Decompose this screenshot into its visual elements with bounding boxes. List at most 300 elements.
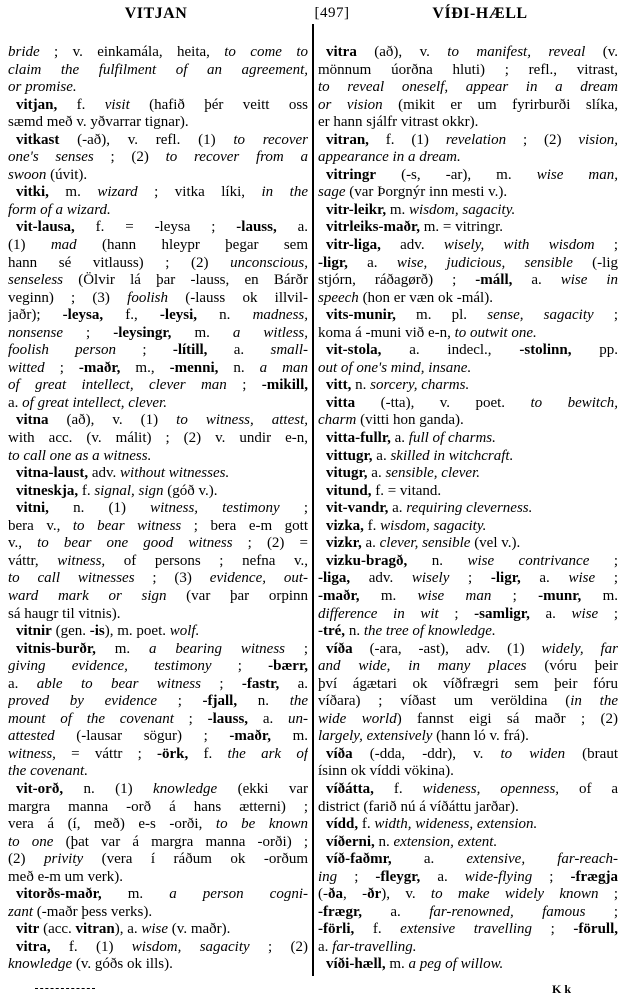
body-text: f. [358, 816, 375, 833]
body-text: víðara) ; víðast um veröldina ( [318, 693, 571, 710]
body-text: (vitti hon ganda). [356, 412, 464, 429]
body-text: ; [589, 552, 618, 569]
entry-line [318, 167, 618, 185]
entry-line [8, 606, 308, 624]
definition-text: in the [261, 184, 308, 201]
headword-text: vitr-leikr, [326, 201, 387, 218]
entry-line [318, 921, 618, 939]
body-text: (vera í ráðum ok -orðum [83, 851, 308, 868]
body-text: (að), v. [356, 44, 448, 60]
entry-line [8, 483, 308, 501]
entry-line [8, 816, 308, 834]
headword-text: vitjan, [16, 96, 58, 113]
entry-line [318, 44, 618, 62]
definition-text: without witnesses. [120, 465, 230, 482]
definition-text: ward mark or sign [8, 587, 167, 604]
entry-line [8, 728, 308, 746]
body-text: (-ara, -ast), adv. (1) [352, 640, 542, 657]
running-head-left: VITJAN [124, 5, 188, 22]
body-text: veginn) ; (3) [8, 289, 128, 306]
entry-line [318, 851, 618, 869]
definition-text: far-renowned, famous [429, 903, 586, 920]
body-text: m. [171, 324, 233, 341]
headword-text: vitugr, [326, 465, 368, 482]
entry-line [318, 62, 618, 80]
definition-text: to call one as a witness. [8, 447, 152, 464]
headword-text: -bærr, [268, 658, 308, 675]
dictionary-entry [318, 202, 618, 220]
definition-text: to recover from a [165, 149, 308, 166]
body-text: sæmd með v. yðvarrar tignar). [8, 114, 189, 131]
entry-line [8, 79, 308, 97]
headword-text: víð-faðmr, [326, 851, 392, 868]
headword-text: vitorðs-maðr, [16, 886, 102, 903]
headword-text: vitran, [326, 131, 369, 148]
dictionary-entry [318, 237, 618, 307]
definition-text: of great intellect, clever man [8, 377, 227, 394]
body-text: a. [318, 938, 333, 955]
entry-line [318, 623, 618, 641]
headword-text: vitringr [326, 166, 376, 183]
body-text: a. [372, 447, 391, 464]
definition-text: witness, [8, 745, 56, 762]
body-text: ; [594, 237, 618, 254]
definition-text: wise man, [536, 166, 618, 183]
definition-text: largely, extensively [318, 728, 433, 745]
definition-text: a peg of willow. [408, 956, 504, 973]
body-text: a. [388, 500, 407, 517]
body-text: mönnum úorðna hluti) ; refl., vitrast, [318, 61, 618, 78]
headword-text: vídd, [326, 816, 359, 833]
body-text: a. [391, 851, 467, 868]
body-text: n. [374, 833, 394, 850]
definition-text: width, wideness, extension. [374, 816, 538, 833]
definition-text: or promise. [8, 79, 77, 96]
dictionary-entry [318, 307, 618, 342]
body-text: ), a. [114, 921, 142, 938]
definition-text: to outwit one. [454, 324, 537, 341]
entry-line [318, 325, 618, 343]
entry-line [318, 676, 618, 694]
headword-text: vitrleiks-maðr, [326, 219, 421, 236]
dictionary-entry-continued [8, 44, 308, 97]
page-number: [497] [314, 5, 350, 21]
body-text: a. [347, 254, 397, 271]
headword-text: -leysingr, [113, 324, 172, 341]
body-text: ; [226, 377, 262, 394]
body-text: m., [120, 359, 170, 376]
entry-line [318, 290, 618, 308]
body-text: f. [363, 517, 381, 534]
dictionary-entry [8, 97, 308, 132]
entry-line [8, 939, 308, 957]
dictionary-entry [318, 535, 618, 553]
body-text: = váttr ; [55, 745, 158, 762]
headword-text: ðr [367, 886, 382, 903]
body-text: a. [390, 430, 409, 447]
body-text: (v. góðs ok ills). [72, 956, 173, 973]
headword-text: vitta-fullr, [326, 430, 391, 447]
dictionary-entry [8, 465, 308, 483]
definition-text: wise, judicious, sensible [396, 254, 573, 271]
body-text: a. [279, 675, 308, 692]
definition-text: difference in wit [318, 605, 439, 622]
dictionary-entry [8, 886, 308, 921]
headword-text: víða [326, 745, 353, 762]
body-text: ; [532, 868, 571, 885]
headword-text: ða [328, 886, 343, 903]
body-text: margra manna -orð á hans ætterni) ; [8, 798, 308, 815]
dictionary-entry [318, 834, 618, 852]
headword-text: -stolinn, [519, 342, 572, 359]
body-text: (1) [8, 237, 51, 254]
body-text: (-lig [572, 254, 618, 271]
headword-text: vizku-bragð, [326, 552, 408, 569]
entry-line [318, 202, 618, 220]
body-text: vera á (í, með) e-s -orði, [8, 816, 216, 833]
headword-text: -leysa, [62, 307, 104, 324]
definition-text: the ark of [227, 745, 308, 762]
headword-text: vizka, [326, 517, 364, 534]
definition-text: a bearing witness [148, 640, 285, 657]
headword-text: vitkast [16, 131, 60, 148]
body-text: ; [44, 359, 79, 376]
body-text: ; [595, 570, 618, 587]
body-text: m. [359, 587, 418, 604]
definition-text: the tree of knowledge. [363, 623, 496, 640]
dictionary-entry [318, 448, 618, 466]
headword-text: -liga, [318, 570, 351, 587]
body-text: ; bera e-m gott [181, 517, 308, 534]
definition-text: wise [568, 570, 596, 587]
body-text: adv. [350, 570, 412, 587]
body-text: (þat var á margra manna -orði) ; [53, 833, 308, 850]
entry-line [318, 360, 618, 378]
headword-text: vitran [75, 921, 115, 938]
definition-text: out of one's mind, insane. [318, 359, 472, 376]
entry-line [8, 623, 308, 641]
definition-text: or vision [318, 96, 383, 113]
definition-text: ing [318, 868, 338, 885]
dictionary-entry [8, 500, 308, 623]
definition-text: witted [8, 359, 45, 376]
entry-line [8, 781, 308, 799]
entry-line [318, 746, 618, 764]
body-text: ; [598, 886, 618, 903]
headword-text: -is [89, 623, 105, 640]
dictionary-entry [318, 395, 618, 430]
body-text: m. [385, 956, 409, 973]
body-text: ; [285, 640, 308, 657]
headword-text: -máll, [475, 272, 513, 289]
headword-text: vitr-liga, [326, 237, 381, 254]
body-text: a. [512, 272, 561, 289]
entry-line [8, 570, 308, 588]
dictionary-entry [318, 483, 618, 501]
column-divider [312, 24, 314, 976]
headword-text: vit-stola, [326, 342, 382, 359]
entry-line [8, 360, 308, 378]
body-text: f. (1) [50, 938, 132, 955]
entry-line [318, 483, 618, 501]
entry-line [8, 272, 308, 290]
definition-text: mad [50, 237, 77, 254]
body-text: m. [386, 201, 410, 218]
entry-line [8, 535, 308, 553]
definition-text: madness, [252, 307, 308, 324]
definition-text: un- [288, 710, 308, 727]
entry-line [318, 149, 618, 167]
body-text: með e-m um verk). [8, 868, 123, 885]
definition-text: to bewitch, [530, 394, 618, 411]
entry-line [8, 693, 308, 711]
definition-text: foolish person [8, 342, 117, 359]
body-text: (Ölvir lá þar -lauss, en Bárðr [63, 272, 308, 289]
definition-text: giving evidence, testimony [8, 658, 212, 675]
body-text: , - [343, 886, 368, 903]
definition-text: wise contrivance [467, 552, 590, 569]
body-text: ; [337, 868, 376, 885]
body-text: f. = vitand. [371, 482, 442, 499]
entry-line [8, 97, 308, 115]
definition-text: zant [8, 903, 34, 920]
right-column [318, 44, 618, 974]
body-text: (úvit). [46, 166, 88, 183]
body-text: jaðr); [8, 307, 63, 324]
body-text: with acc. (v. málit) ; (2) v. undir e-n, [8, 430, 308, 447]
entry-line [318, 641, 618, 659]
entry-line [8, 325, 308, 343]
definition-text: unconscious, [230, 254, 308, 271]
headword-text: -samligr, [474, 605, 530, 622]
body-text: (-að), v. refl. (1) [59, 131, 234, 148]
body-text: pp. [571, 342, 618, 359]
entry-line [318, 886, 618, 904]
entry-line [8, 219, 308, 237]
body-text: (góð v.). [163, 482, 218, 499]
body-text: ), m. poet. [104, 623, 170, 640]
entry-line [8, 202, 308, 220]
entry-line [318, 939, 618, 957]
definition-text: form of a wizard. [8, 201, 111, 218]
entry-line [318, 763, 618, 781]
body-text: a. [248, 710, 288, 727]
entry-line [8, 62, 308, 80]
headword-text: -lauss, [236, 219, 277, 236]
entry-line [318, 255, 618, 273]
body-text: (vel v.). [470, 535, 521, 552]
dictionary-entry [318, 167, 618, 202]
entry-line [8, 746, 308, 764]
body-text: ; [585, 903, 618, 920]
body-text: m. pl. [395, 307, 488, 324]
body-text: m. [270, 728, 308, 745]
dictionary-entry [318, 781, 618, 816]
definition-text: nonsense [8, 324, 63, 341]
definition-text: one's senses [8, 149, 94, 166]
entry-line [8, 377, 308, 395]
headword-text: vitnir [16, 623, 52, 640]
definition-text: to make widely known [430, 886, 599, 903]
body-text: m. [95, 640, 149, 657]
definition-text: to be known [215, 816, 308, 833]
entry-line [8, 676, 308, 694]
headword-text: -frægr, [318, 903, 363, 920]
entry-line [8, 465, 308, 483]
body-text: (hann hleypr þegar sem [76, 237, 308, 254]
body-text: (-lausar sögur) ; [54, 728, 230, 745]
body-text: (-lauss ok illvil- [168, 289, 308, 306]
body-text: f. (1) [368, 131, 446, 148]
body-text: a. [362, 903, 430, 920]
body-text: (-s, -ar), m. [376, 166, 537, 183]
entry-line [318, 114, 618, 132]
definition-text: to come to [224, 44, 308, 60]
footer-printer-marks [35, 988, 95, 991]
definition-text: speech [318, 289, 359, 306]
signature-mark: K k [552, 982, 572, 996]
headword-text: -fastr, [241, 675, 280, 692]
definition-text: wisdom, sagacity. [380, 517, 487, 534]
definition-text: wisdom, sagacity. [409, 201, 516, 218]
dictionary-entry [318, 518, 618, 536]
body-text: ; v. einkamála, heita, [39, 44, 225, 60]
body-text: a. [420, 868, 465, 885]
entry-line [8, 44, 308, 62]
body-text: n. (1) [63, 780, 154, 797]
definition-text: extensive travelling [400, 921, 533, 938]
entry-line [318, 237, 618, 255]
body-text: (acc. [39, 921, 76, 938]
definition-text: the [289, 693, 308, 710]
dictionary-entry [8, 921, 308, 939]
definition-text: and wide, in many places [318, 658, 527, 675]
definition-text: revelation [445, 131, 507, 148]
body-text: district (farið nú á víðáttu jarðar). [318, 798, 519, 815]
headword-text: vitna-laust, [16, 465, 89, 482]
definition-text: a man [259, 359, 308, 376]
body-text: a. [276, 219, 308, 236]
headword-text: vitta [326, 394, 356, 411]
body-text: a. [8, 394, 23, 411]
dictionary-entry [8, 939, 308, 974]
headword-text: vit-orð, [16, 780, 64, 797]
entry-line [8, 500, 308, 518]
definition-text: claim the fulfilment of an agreement, [8, 61, 308, 78]
definition-text: small- [270, 342, 308, 359]
entry-line [318, 904, 618, 922]
headword-text: vits-munir, [326, 307, 396, 324]
body-text: of a [559, 780, 618, 797]
entry-line [318, 553, 618, 571]
dictionary-entry [8, 623, 308, 641]
dictionary-entry [318, 465, 618, 483]
definition-text: in the [570, 693, 618, 710]
dictionary-entry [8, 132, 308, 185]
definition-text: wisdom, sagacity [131, 938, 250, 955]
dictionary-entry [8, 184, 308, 219]
body-text: v., [8, 535, 38, 552]
body-text: (var Þorgnýr inn mesti v.). [345, 184, 508, 201]
entry-line [318, 606, 618, 624]
body-text: (vóru þeir [526, 658, 618, 675]
definition-text: able to bear witness [36, 675, 201, 692]
entry-line [8, 412, 308, 430]
entry-line [318, 799, 618, 817]
headword-text: -leysi, [159, 307, 197, 324]
headword-text: -maðr, [78, 359, 121, 376]
entry-line [318, 500, 618, 518]
entry-line [318, 588, 618, 606]
headword-text: vit-vandr, [326, 500, 389, 517]
body-text: (hon er væn ok -mál). [358, 289, 493, 306]
dictionary-entry [318, 132, 618, 167]
body-text: n. [345, 623, 364, 640]
entry-line [8, 395, 308, 413]
entry-line [8, 553, 308, 571]
body-text: sá haugr til vitnis). [8, 605, 121, 622]
entry-line [318, 570, 618, 588]
body-text: m. = vitringr. [420, 219, 504, 236]
dictionary-entry [318, 641, 618, 746]
headword-text: -munr, [538, 587, 582, 604]
definition-text: swoon [8, 166, 47, 183]
body-text: n. [351, 377, 371, 394]
definition-text: widely, far [541, 640, 618, 657]
entry-line [318, 693, 618, 711]
body-text: (hann ló v. frá). [432, 728, 529, 745]
definition-text: to one [8, 833, 54, 850]
definition-text: proved by evidence [8, 693, 158, 710]
headword-text: -lauss, [207, 710, 249, 727]
dictionary-entry [8, 412, 308, 465]
entry-line [8, 430, 308, 448]
definition-text: to bear one good witness [37, 535, 233, 552]
body-text: koma á -muni við e-n, [318, 324, 455, 341]
entry-line [8, 167, 308, 185]
headword-text: vitt, [326, 377, 352, 394]
body-text: a. indecl., [381, 342, 520, 359]
definition-text: extensive, far-reach- [466, 851, 618, 868]
entry-line [318, 307, 618, 325]
body-text: f. [373, 780, 423, 797]
entry-line [8, 904, 308, 922]
dictionary-entry [318, 851, 618, 956]
headword-text: -fleygr, [375, 868, 421, 885]
body-text: ; (3) [134, 570, 210, 587]
definition-text: to witness, attest, [176, 412, 308, 429]
definition-text: charm [318, 412, 357, 429]
definition-text: wise in [560, 272, 618, 289]
headword-text: víðerni, [326, 833, 375, 850]
entry-line [8, 448, 308, 466]
dictionary-entry [8, 219, 308, 412]
body-text: (braut [565, 745, 618, 762]
entry-line [8, 851, 308, 869]
definition-text: to bear witness [72, 517, 182, 534]
body-text: a. [207, 342, 271, 359]
dictionary-entry [318, 430, 618, 448]
definition-text: to widen [500, 745, 566, 762]
entry-line [318, 79, 618, 97]
entry-line [318, 448, 618, 466]
entry-line [318, 132, 618, 150]
dictionary-entry [318, 44, 618, 132]
body-text: ; [200, 675, 242, 692]
body-text: m. [48, 184, 98, 201]
definition-text: requiring cleverness. [406, 500, 533, 517]
entry-line [8, 518, 308, 536]
